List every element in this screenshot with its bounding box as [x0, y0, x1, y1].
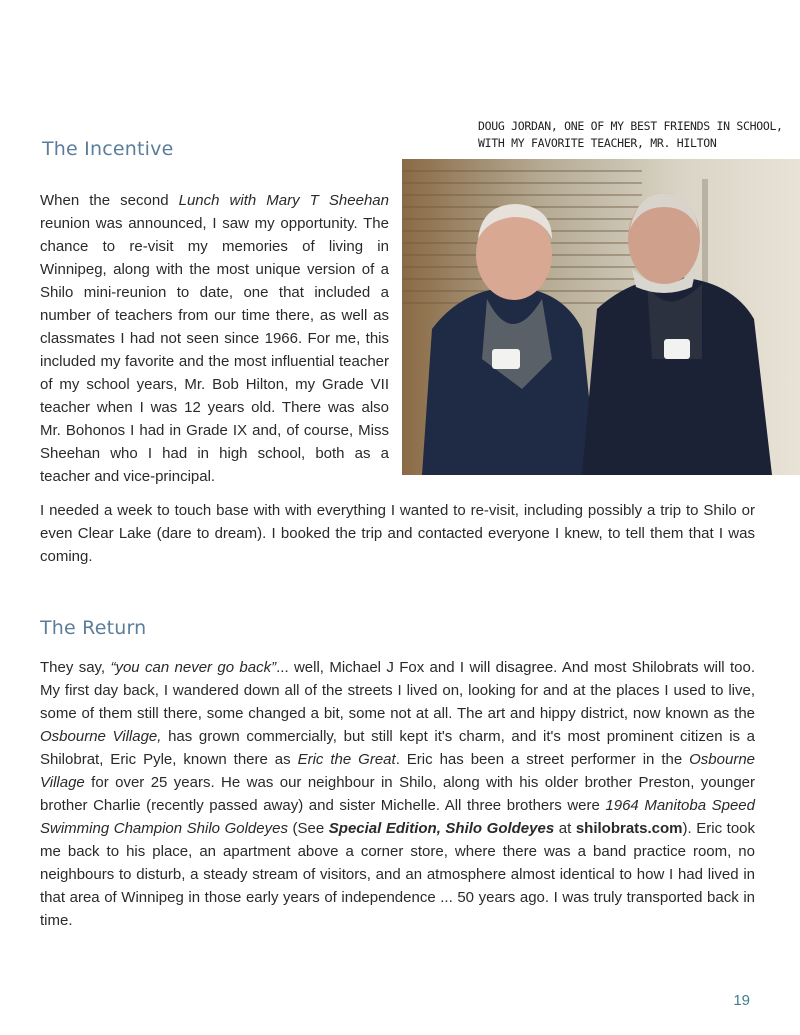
incentive-paragraph-1: [40, 189, 389, 488]
text-run: for over 25 years. He was our neighbour in Shilo, along with his older brother Preston, younger brother Charlie (recently passed away) and sister Michelle. All three brothers were: [40, 774, 755, 814]
text-run: (See: [287, 820, 329, 837]
italic-osbourne-village: Osbourne Village: [40, 751, 755, 791]
text-run: reunion was announced, I saw my opportunity. The chance to re-visit my memories of living in Winnipeg, along with the most unique version of a Shilo mini-reunion to date, one that included a number of teachers from our time there, as well as classmates I had not seen since 1966. For me, this included my favorite and the most influential teacher of my school years, Mr. Bob Hilton, my Grade VII teacher when I was 12 years old. There was also Mr. Bohonos I had in Grade IX and, of course, Miss Sheehan who I had in high school, both as a teacher and vice-principal.: [40, 215, 389, 485]
section-heading-incentive: The Incentive: [42, 138, 174, 160]
website-link[interactable]: shilobrats.com: [575, 820, 683, 837]
photo-two-men: [402, 159, 800, 475]
bold-italic-special-edition: Special Edition, Shilo Goldeyes: [328, 820, 555, 837]
italic-osbourne-village: Osbourne Village,: [40, 728, 162, 745]
text-run: They say,: [40, 659, 111, 676]
text-run: at: [554, 820, 576, 837]
section-heading-return: The Return: [40, 617, 147, 639]
photo-caption: DOUG JORDAN, ONE OF MY BEST FRIENDS IN SCHOOL, WITH MY FAVORITE TEACHER, MR. HILTON: [478, 119, 783, 150]
text-run: ). Eric took me back to his place, an apartment above a corner store, where there was a band practice room, no neighbours to disturb, a steady stream of visitors, and an atmosphere almost identical to how I had lived in that area of Winnipeg in those early years of independence ... 50 years ago. I was truly transported back in time.: [40, 820, 755, 929]
italic-eric-the-great: Eric the Great: [297, 751, 396, 768]
italic-title-lunch: Lunch with Mary T Sheehan: [178, 192, 389, 209]
text-run: When the second: [40, 192, 179, 209]
text-run: ... well, Michael J Fox and I will disagree. And most Shilobrats will too. My first day back, I wandered down all of the streets I lived on, looking for and at the places I used to live, some of them still there, some changed a bit, some not at all. The art and hippy district, now known as the: [40, 659, 755, 722]
page-number: 19: [733, 992, 750, 1009]
italic-quote: “you can never go back”: [110, 659, 277, 676]
text-run: has grown commercially, but still kept it's charm, and it's most prominent citizen is a Shilobrat, Eric Pyle, known there as: [40, 728, 756, 768]
text-run: . Eric has been a street performer in the: [395, 751, 690, 768]
return-paragraph-1: [40, 656, 755, 932]
italic-goldeyes: 1964 Manitoba Speed Swimming Champion Shilo Goldeyes: [40, 797, 755, 837]
incentive-paragraph-2: I needed a week to touch base with with everything I wanted to re-visit, including possibly a trip to Shilo or even Clear Lake (dare to dream). I booked the trip and contacted everyone I knew, to tell them that I was coming.: [40, 502, 755, 565]
